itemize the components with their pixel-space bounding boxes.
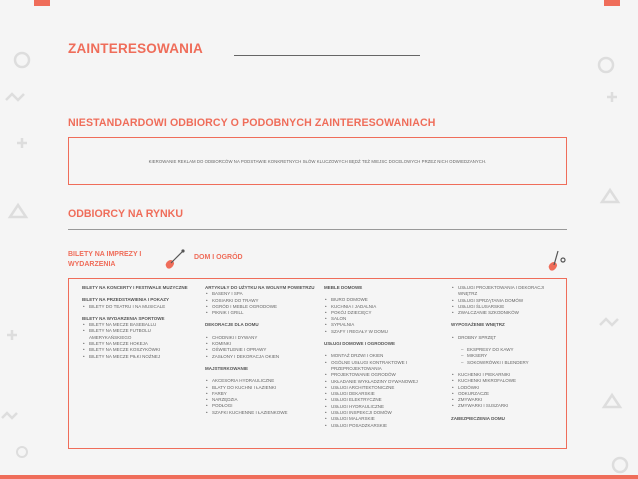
list-item: • BLATY DO KUCHNI I ŁAZIENKI xyxy=(205,385,317,391)
column-tickets xyxy=(82,285,188,360)
list-item: • OŚWIETLENIE I OPRAWY xyxy=(205,347,317,353)
list-item: • BILETY DO TEATRU I NA MUSICALE xyxy=(82,304,188,310)
column-furniture-services xyxy=(324,285,442,429)
plus-shape xyxy=(17,138,27,148)
heading-decor: DEKORACJE DLA DOMU xyxy=(205,322,259,328)
category-home-garden: DOM I OGRÓD xyxy=(194,254,243,261)
list-item: • AKCESORIA HYDRAULICZNE xyxy=(205,378,317,384)
list-item: • USŁUGI ARCHITEKTONICZNE xyxy=(324,385,442,391)
list-item: • OGÓLNE USŁUGI KONTRAKTOWE I PRZEPROJEKTOWANIA xyxy=(324,360,442,373)
list-item: • USŁUGI SPRZĄTANIA DOMÓW xyxy=(451,298,563,304)
triangle-shape xyxy=(10,205,26,217)
list-item: • USŁUGI MALARSKIE xyxy=(324,416,442,422)
in-market-box xyxy=(68,278,567,449)
list-item: • SALON xyxy=(324,316,442,322)
zigzag-shape xyxy=(600,319,618,325)
list-item: • KOMINKI xyxy=(205,341,317,347)
list-item: • BILETY NA MECZE FUTBOLU AMERYKAŃSKIEGO xyxy=(82,328,188,341)
guitar-icon xyxy=(162,248,186,272)
list-item: • SZAFKI KUCHENNE I ŁAZIENKOWE xyxy=(205,410,317,416)
list-item: • UKŁADANIE WYKŁADZINY DYWANOWEJ xyxy=(324,379,442,385)
heading-interior: WYPOSAŻENIE WNĘTRZ xyxy=(451,322,505,328)
zigzag-shape xyxy=(2,413,17,418)
list-item: • USŁUGI ELEKTRYCZNE xyxy=(324,397,442,403)
list-item: • BILETY NA MECZE KOSZYKÓWKI xyxy=(82,347,188,353)
list-item: • CHODNIKI I DYWANY xyxy=(205,335,317,341)
list-item: • ZMYWARKI I SUSZARKI xyxy=(451,403,563,409)
custom-audiences-box xyxy=(68,137,567,185)
heading-furniture: MEBLE DOMOWE xyxy=(324,285,363,290)
zigzag-shape xyxy=(6,94,24,100)
section-heading-custom-audiences: NIESTANDARDOWI ODBIORCY O PODOBNYCH ZAINTERESOWANIACH xyxy=(68,117,436,129)
list-item: • KUCHNIA I JADALNIA xyxy=(324,304,442,310)
list-item: • PIKNIK I GRILL xyxy=(205,310,317,316)
list-item: • USŁUGI ŚLUSARSKIE xyxy=(451,304,563,310)
list-item: • BILETY NA MECZE HOKEJA xyxy=(82,341,188,347)
plus-shape xyxy=(7,330,17,340)
list-item: • PODŁOGI xyxy=(205,403,317,409)
list-item: • KUCHENKI MIKROFALOWE xyxy=(451,378,563,384)
list-item: • FARBY xyxy=(205,391,317,397)
column-outdoor-decor xyxy=(205,285,317,416)
category-tickets xyxy=(68,250,148,270)
list-item: • POKÓJ DZIECIĘCY xyxy=(324,310,442,316)
ring-shape xyxy=(599,58,613,72)
list-item: • LODÓWKI xyxy=(451,385,563,391)
heading-diy: MAJSTERKOWANIE xyxy=(205,365,249,371)
ring-shape xyxy=(17,447,27,457)
section-divider xyxy=(68,229,567,230)
list-item: • PROJEKTOWANIE OGRODÓW xyxy=(324,372,442,378)
section-heading-in-market: ODBIORCY NA RYNKU xyxy=(68,208,183,220)
heading-security: ZABEZPIECZENIA DOMU xyxy=(451,415,505,421)
ring-shape xyxy=(613,458,627,472)
heading-outdoor: ARTYKUŁY DO UŻYTKU NA WOLNYM POWIETRZU xyxy=(205,285,315,290)
bottom-accent-bar xyxy=(0,475,638,479)
list-item: • ZASŁONY I DEKORACJA OKIEN xyxy=(205,354,317,360)
list-item: • BIURO DOMOWE xyxy=(324,297,442,303)
guitar-icon xyxy=(546,248,568,274)
category-tickets-label: BILETY NA IMPREZY I WYDARZENIA xyxy=(68,251,142,268)
list-subitem: – SOKOWIRÓWKI I BLENDERY xyxy=(451,360,563,366)
list-item: • BILETY NA MECZE BASEBALLU xyxy=(82,322,188,328)
list-item: • USŁUGI POSADZKARSKIE xyxy=(324,423,442,429)
list-item: • OGRÓD I MEBLE OGRODOWE xyxy=(205,304,317,310)
list-item: • DROBNY SPRZĘT xyxy=(451,335,563,341)
plus-shape xyxy=(607,92,617,102)
list-item: • USŁUGI PROJEKTOWANIA I DEKORACJI WNĘTRZ xyxy=(451,285,563,298)
list-item: • ODKURZACZE xyxy=(451,391,563,397)
list-item: • ZWALCZANIE SZKODNIKÓW xyxy=(451,310,563,316)
list-item: • MONTAŻ DRZWI I OKIEN xyxy=(324,353,442,359)
list-item: • USŁUGI HYDRAULICZNE xyxy=(324,404,442,410)
heading-concert-tickets: BILETY NA KONCERTY I FESTIWALE MUZYCZNE xyxy=(82,285,188,290)
column-interior-security xyxy=(451,285,563,422)
triangle-shape xyxy=(604,395,620,407)
list-item: • KOSIARKI DO TRAWY xyxy=(205,298,317,304)
list-item: • NARZĘDZIA xyxy=(205,397,317,403)
list-item: • USŁUGI INSPEKCJI DOMÓW xyxy=(324,410,442,416)
list-item: • BILETY NA MECZE PIŁKI NOŻNEJ xyxy=(82,354,188,360)
heading-home-services: USŁUGI DOMOWE I OGRODOWE xyxy=(324,341,395,347)
list-subitem: – MIKSERY xyxy=(451,353,563,359)
list-subitem: – EKSPRESY DO KAWY xyxy=(451,347,563,353)
list-item: • SZAFY I REGAŁY W DOMU xyxy=(324,329,442,335)
custom-audiences-description: KIEROWANIE REKLAM DO ODBIORCÓW NA PODSTAWIE KONKRETNYCH SŁÓW KLUCZOWYCH BĘDŹ TEŻ MIEJSC DOCELOWYCH PRZEZ NICH ODWIEDZANYCH. xyxy=(148,159,487,164)
list-item: • ZMYWARKI xyxy=(451,397,563,403)
page-title: ZAINTERESOWANIA xyxy=(68,41,204,56)
list-item: • BASENY I SPA xyxy=(205,291,317,297)
heading-sport-tickets: BILETY NA WYDARZENIA SPORTOWE xyxy=(82,315,165,321)
heading-show-tickets: BILETY NA PRZEDSTAWIENIA I POKAZY xyxy=(82,297,170,303)
triangle-shape xyxy=(602,190,618,202)
list-item: • SYPIALNIA xyxy=(324,322,442,328)
title-divider xyxy=(234,55,420,56)
list-item: • USŁUGI DEKARSKIE xyxy=(324,391,442,397)
list-item: • KUCHENKI I PIEKARNIKI xyxy=(451,372,563,378)
ring-shape xyxy=(15,53,29,67)
